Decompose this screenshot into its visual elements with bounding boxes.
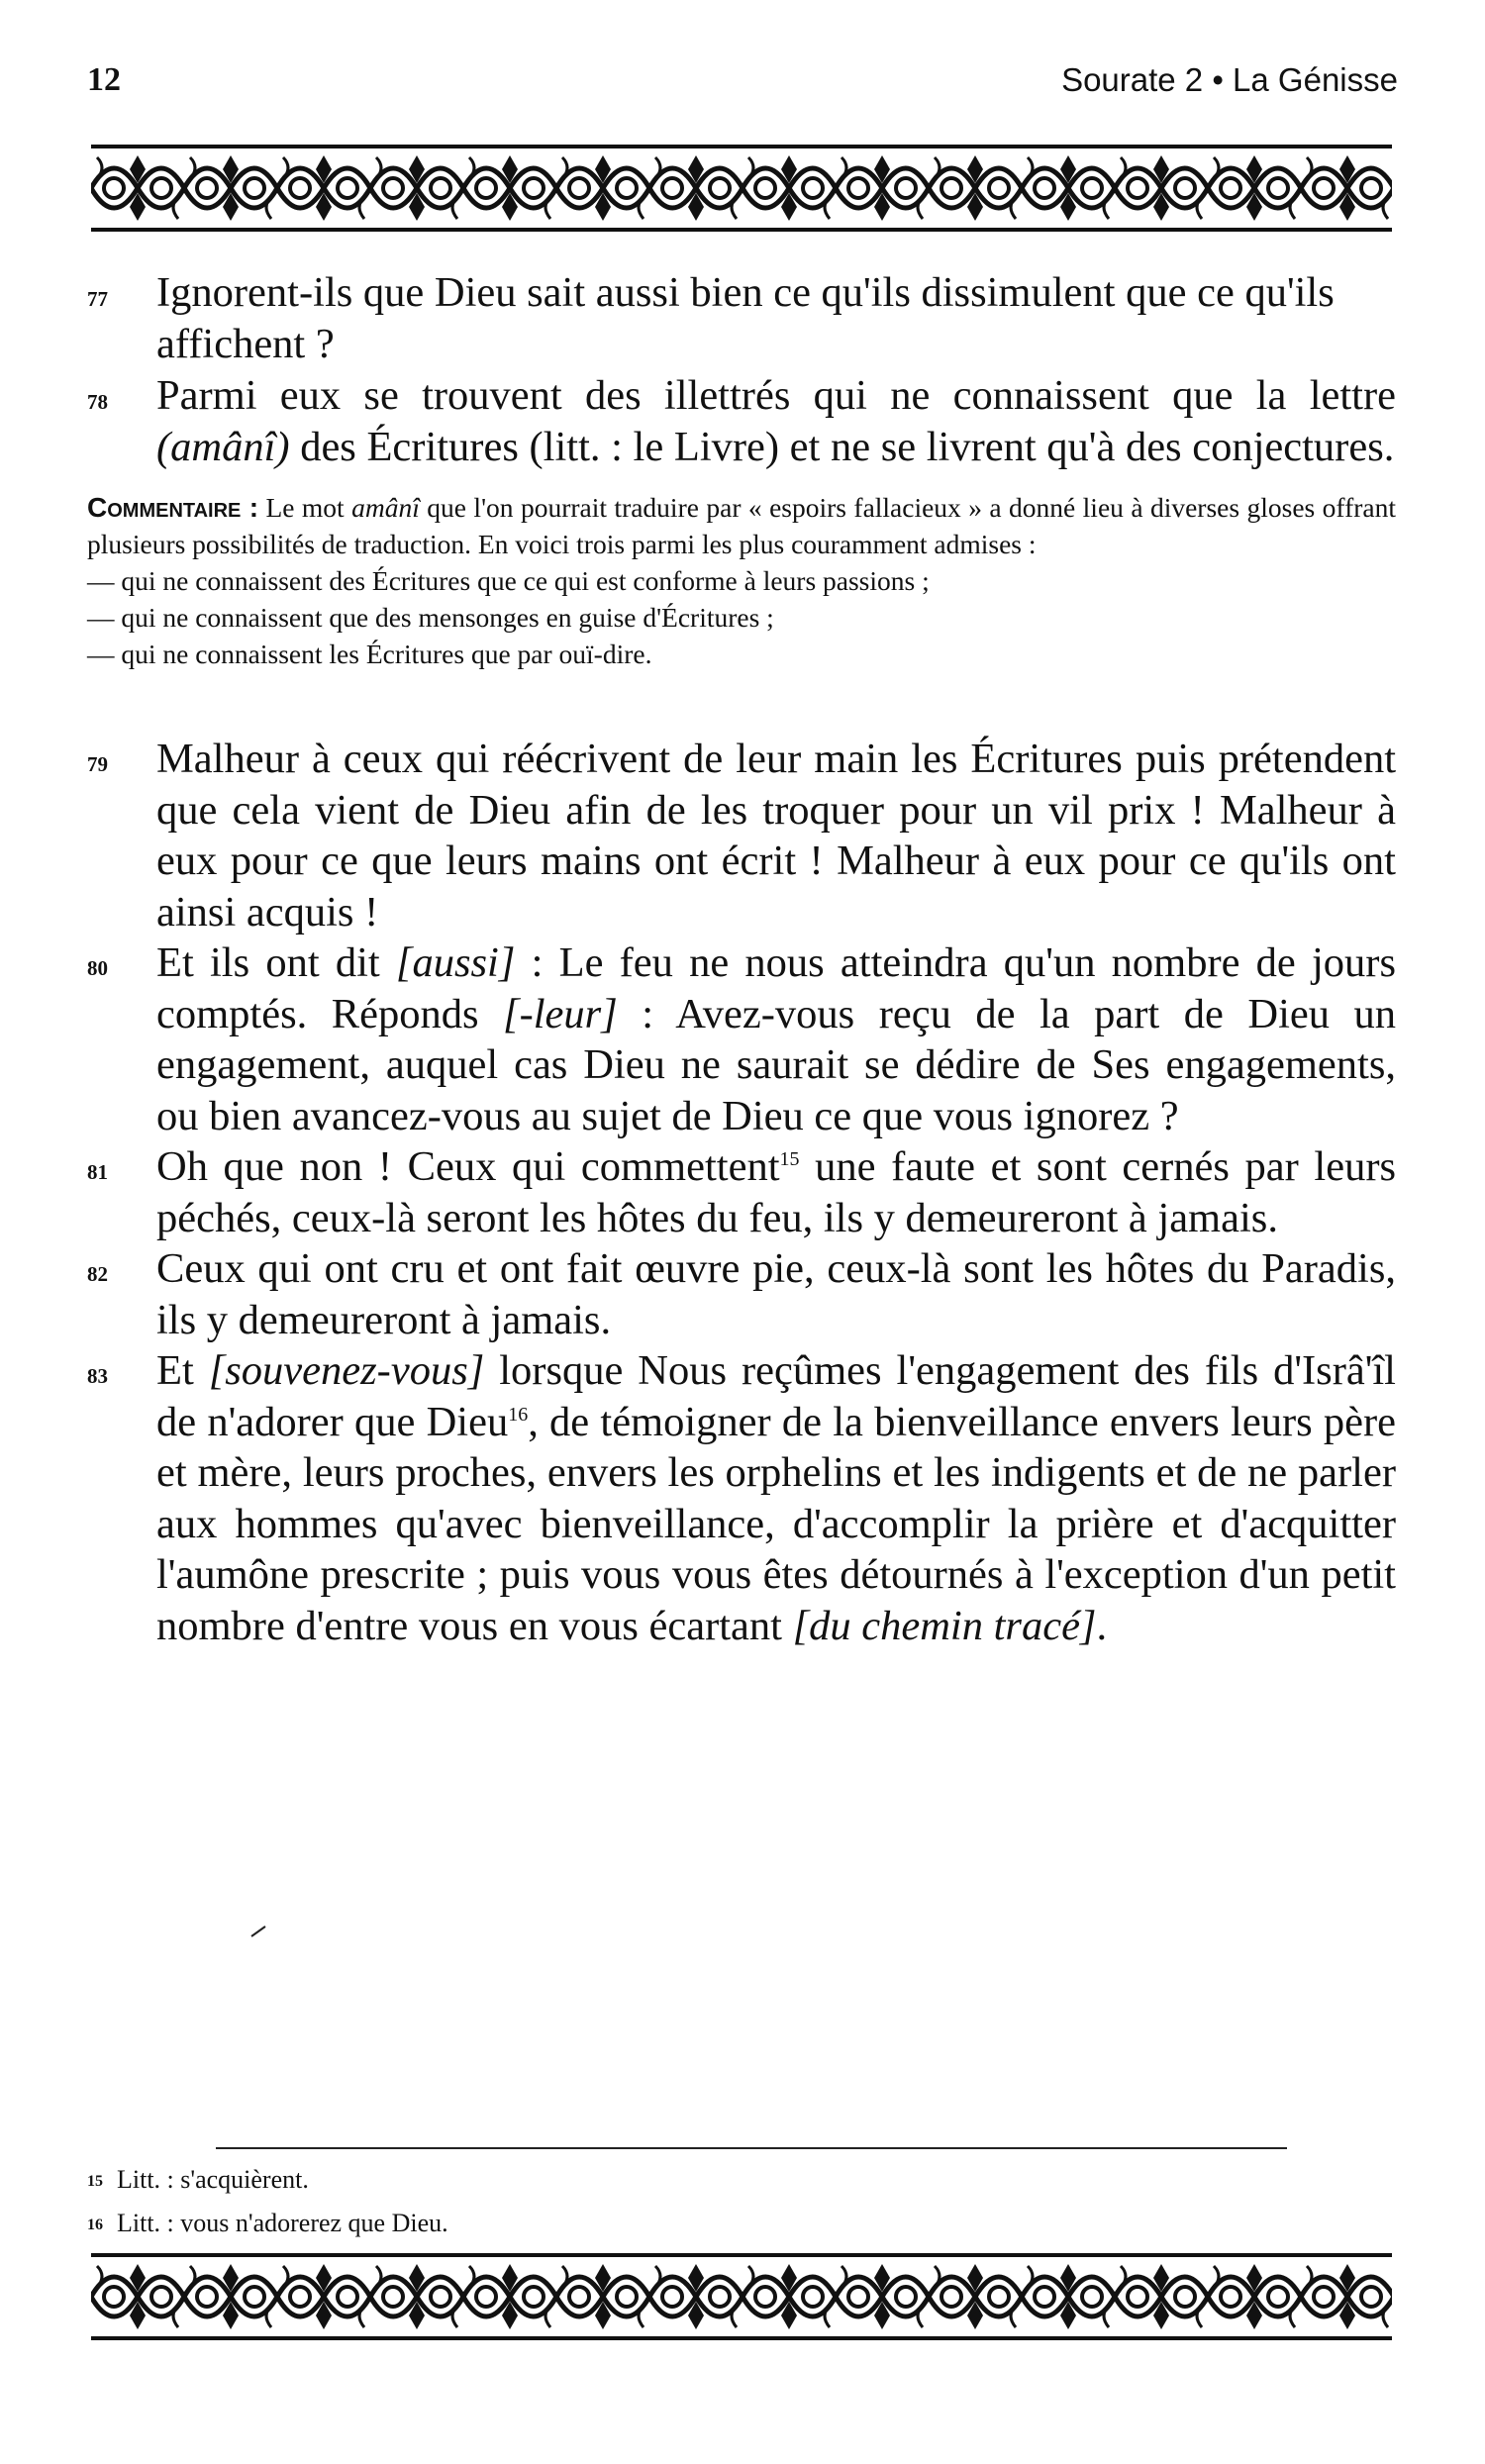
- verse-text: .: [1096, 1602, 1108, 1649]
- commentary-label: Commentaire :: [87, 492, 259, 523]
- verse-emphasis: [-leur]: [503, 990, 618, 1037]
- commentary-list: [87, 562, 1396, 672]
- verse-text: Ignorent-ils que Dieu sait aussi bien ce qu'ils dissimulent que ce qu'ils affichent ?: [156, 269, 1335, 367]
- commentary: [87, 489, 1396, 562]
- footnotes: [87, 2158, 1396, 2245]
- arabesque-border-icon: [91, 2252, 1392, 2341]
- verse-text: des Écritures (litt. : le Livre) et ne se livrent qu'à des conjectures.: [289, 424, 1395, 470]
- footnote-15: [87, 2158, 1396, 2202]
- verse-emphasis: [aussi]: [395, 939, 516, 986]
- verse-82: [87, 1243, 1396, 1345]
- verse-number: 83: [87, 1364, 108, 1388]
- verse-group: [87, 734, 1396, 1651]
- verse-emphasis: (amânî): [156, 424, 290, 470]
- verse-77: [87, 267, 1396, 370]
- running-title: Sourate 2 • La Génisse: [1061, 61, 1398, 98]
- verse-text: lorsque Nous reçûmes l'engagement des fils d'Isrâ'îl de n'adorer que Dieu: [156, 1347, 1396, 1445]
- verse-text: Parmi eux se trouvent des illettrés qui ne connaissent que la lettre: [156, 372, 1396, 419]
- footnote-text: Litt. : s'acquièrent.: [117, 2165, 309, 2194]
- page-number: 12: [87, 61, 121, 98]
- footnote-ref[interactable]: 16: [508, 1403, 529, 1426]
- commentary-item: — qui ne connaissent des Écritures que ce qui est conforme à leurs passions ;: [87, 565, 930, 596]
- verse-number: 80: [87, 956, 108, 980]
- verse-text: : Avez-vous reçu de la part de Dieu un engagement, auquel cas Dieu ne saurait se dédire de Ses engagements, ou bien avancez-vous au sujet de Dieu ce que vous ignorez ?: [156, 990, 1397, 1139]
- commentary-text: que l'on pourrait traduire par « espoirs fallacieux » a donné lieu à diverses gloses offrant plusieurs possibilités de traduction. En voici trois parmi les plus couramment admises :: [87, 492, 1396, 559]
- main-text: [87, 267, 1396, 1651]
- verse-text: Et ils ont dit: [156, 939, 396, 986]
- verse-text: Et: [156, 1347, 209, 1394]
- footnote-divider: [216, 2147, 1287, 2149]
- commentary-item: — qui ne connaissent que des mensonges en guise d'Écritures ;: [87, 602, 774, 633]
- verse-text: : Le feu ne nous atteindra qu'un nombre de jours comptés. Réponds: [156, 939, 1396, 1037]
- verse-number: 82: [87, 1262, 108, 1286]
- arabesque-border-icon: [91, 144, 1392, 233]
- verse-83: [87, 1345, 1396, 1651]
- footnote-ref[interactable]: 15: [779, 1147, 800, 1170]
- verse-78: [87, 370, 1396, 473]
- verse-text: Oh que non ! Ceux qui commettent: [156, 1143, 780, 1190]
- footnote-number: 15: [87, 2173, 103, 2190]
- verse-79: [87, 734, 1396, 937]
- commentary-text: Le mot: [258, 492, 352, 523]
- verse-text: Ceux qui ont cru et ont fait œuvre pie, ceux-là sont les hôtes du Paradis, ils y demeureront à jamais.: [156, 1245, 1396, 1343]
- commentary-term: amânî: [351, 492, 420, 523]
- verse-80: [87, 937, 1396, 1141]
- verse-text: une faute et sont cernés par leurs péchés, ceux-là seront les hôtes du feu, ils y demeureront à jamais.: [156, 1143, 1397, 1241]
- verse-number: 81: [87, 1160, 108, 1184]
- pen-mark-icon: [249, 1924, 267, 1938]
- verse-emphasis: [du chemin tracé]: [792, 1602, 1097, 1649]
- verse-emphasis: [souvenez-vous]: [208, 1347, 485, 1394]
- footnote-16: [87, 2202, 1396, 2245]
- verse-text: Malheur à ceux qui réécrivent de leur main les Écritures puis prétendent que cela vient de Dieu afin de les troquer pour un vil prix ! Malheur à eux pour ce que leurs mains ont écrit ! Malheur à eux pour ce qu'ils ont ainsi acquis !: [156, 736, 1396, 936]
- footnote-number: 16: [87, 2217, 103, 2233]
- verse-number: 77: [87, 287, 108, 311]
- page-header: [87, 61, 1398, 111]
- verse-number: 79: [87, 752, 108, 776]
- commentary-item: — qui ne connaissent les Écritures que par ouï-dire.: [87, 639, 652, 669]
- footnote-text: Litt. : vous n'adorerez que Dieu.: [117, 2209, 448, 2237]
- verse-number: 78: [87, 390, 108, 414]
- verse-81: [87, 1141, 1396, 1243]
- verse-text: , de témoigner de la bienveillance envers leurs père et mère, leurs proches, envers les orphelins et les indigents et de ne parler aux hommes qu'avec bienveillance, d'accomplir la prière et d'acquitter l'aumône prescrite ; puis vous vous êtes détournés à l'exception d'un petit nombre d'entre vous en vous écartant: [156, 1398, 1397, 1649]
